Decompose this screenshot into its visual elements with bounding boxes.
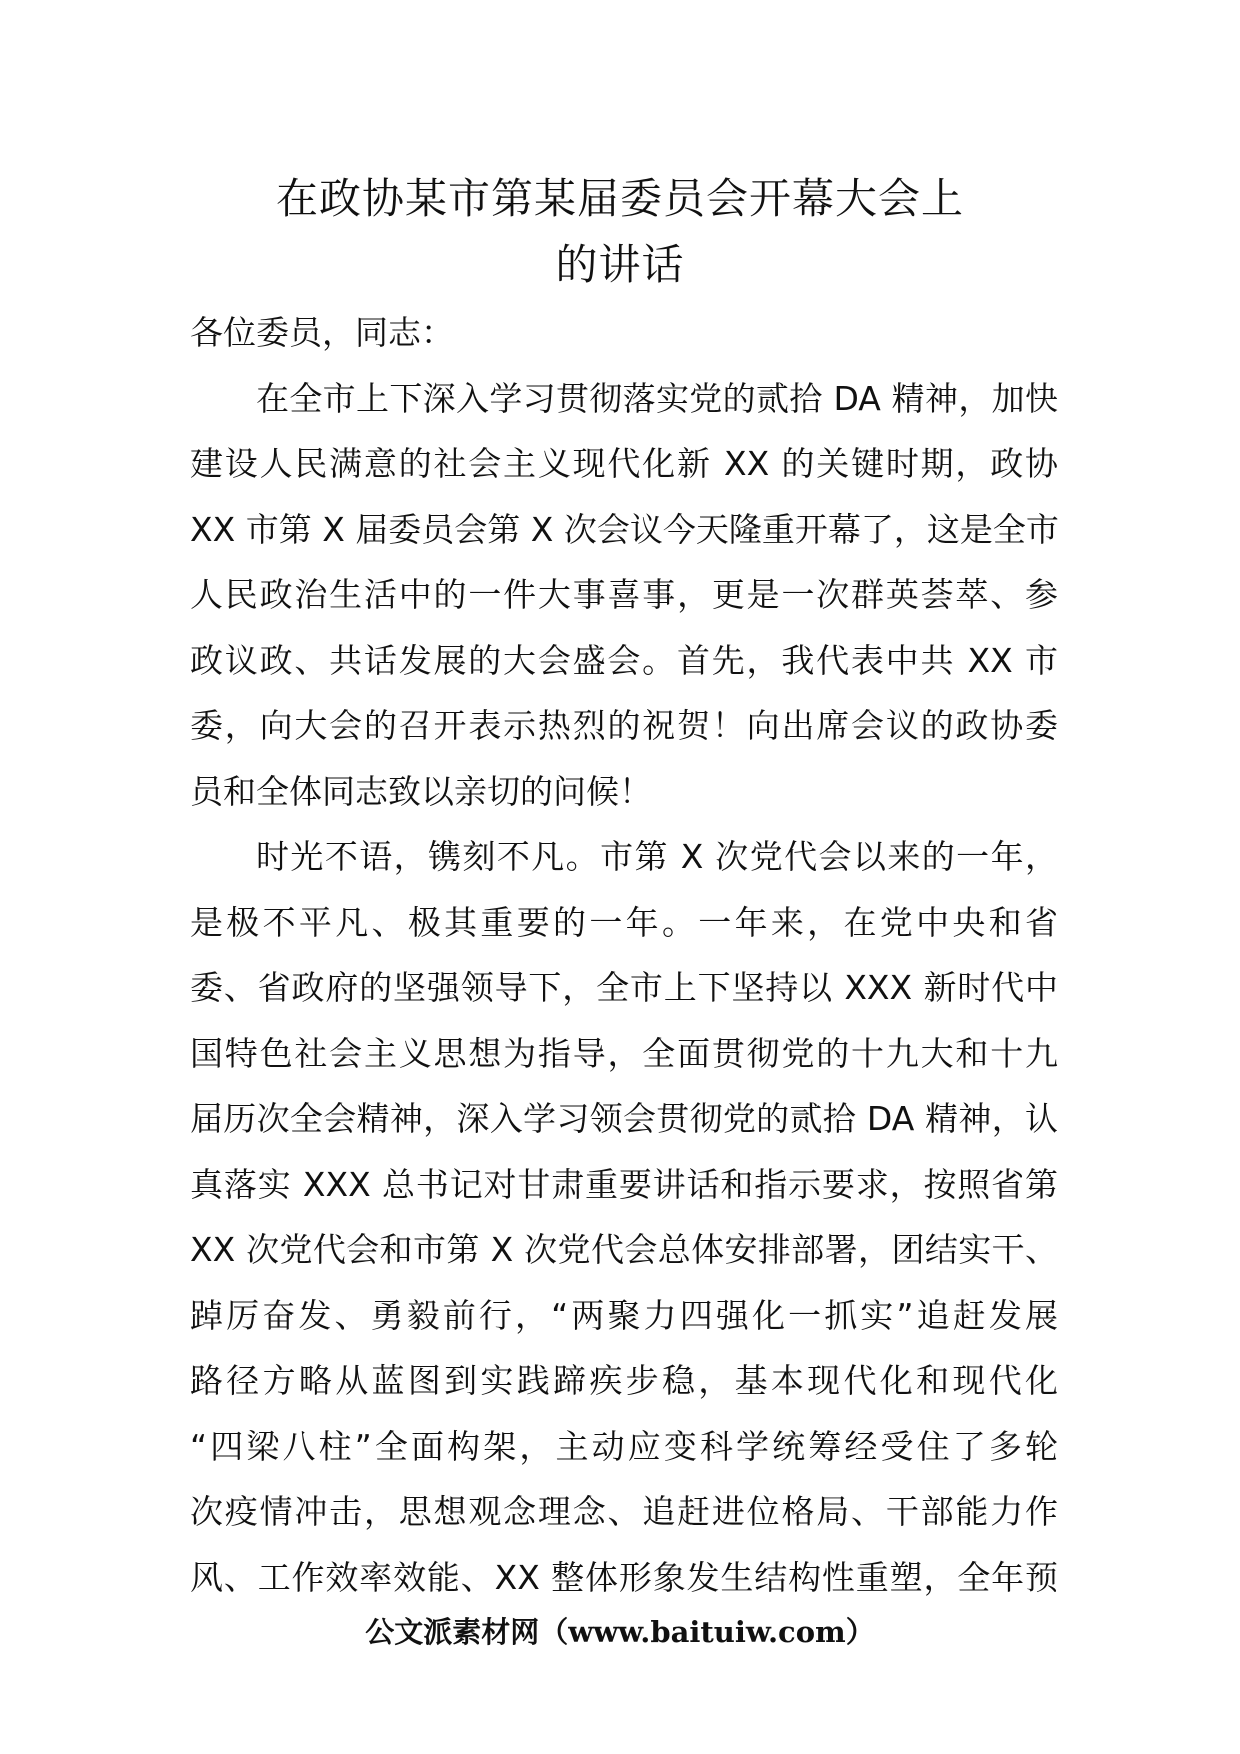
footer-watermark: 公文派素材网（www.baituiw.com） — [365, 1615, 875, 1649]
paragraph-line: 路径方略从蓝图到实践蹄疾步稳，基本现代化和现代化 — [190, 1361, 1058, 1400]
paragraph-line: 人民政治生活中的一件大事喜事，更是一次群英荟萃、参 — [190, 575, 1058, 614]
paragraph-line: 踔厉奋发、勇毅前行，“两聚力四强化一抓实”追赶发展 — [190, 1295, 1058, 1335]
paragraph-line: 是极不平凡、极其重要的一年。一年来，在党中央和省 — [190, 902, 1058, 942]
document-title-line-2: 的讲话 — [555, 240, 685, 289]
paragraph-line: “四梁八柱”全面构架，主动应变科学统筹经受住了多轮 — [190, 1426, 1058, 1466]
paragraph-line: 国特色社会主义思想为指导，全面贯彻党的十九大和十九 — [190, 1033, 1058, 1073]
paragraph-line: 次疫情冲击，思想观念理念、追赶进位格局、干部能力作 — [190, 1492, 1058, 1531]
document-title-line-1: 在政协某市第某届委员会开幕大会上 — [275, 174, 964, 223]
paragraph-line: XX 市第 X 届委员会第 X 次会议今天隆重开幕了，这是全市 — [190, 509, 1059, 549]
paragraph-line: 届历次全会精神，深入学习领会贯彻党的贰拾 DA 精神，认 — [190, 1099, 1058, 1138]
paragraph-line: 政议政、共话发展的大会盛会。首先，我代表中共 XX 市 — [190, 640, 1058, 680]
paragraph-line: 委、省政府的坚强领导下，全市上下坚持以 XXX 新时代中 — [190, 968, 1058, 1007]
document-body — [190, 300, 1058, 1610]
paragraph-line: 委，向大会的召开表示热烈的祝贺！向出席会议的政协委 — [190, 706, 1058, 745]
paragraph-line: 风、工作效率效能、XX 整体形象发生结构性重塑，全年预 — [190, 1557, 1058, 1597]
paragraph-line: 在全市上下深入学习贯彻落实党的贰拾 DA 精神，加快 — [256, 378, 1058, 418]
paragraph-line: XX 次党代会和市第 X 次党代会总体安排部署，团结实干、 — [190, 1230, 1058, 1269]
paragraph-line: 时光不语，镌刻不凡。市第 X 次党代会以来的一年， — [256, 837, 1058, 876]
salutation: 各位委员，同志： — [190, 313, 454, 352]
paragraph-line: 员和全体同志致以亲切的问候！ — [190, 771, 652, 811]
paragraph-line: 真落实 XXX 总书记对甘肃重要讲话和指示要求，按照省第 — [190, 1164, 1058, 1204]
paragraph-line: 建设人民满意的社会主义现代化新 XX 的关键时期，政协 — [190, 444, 1058, 483]
